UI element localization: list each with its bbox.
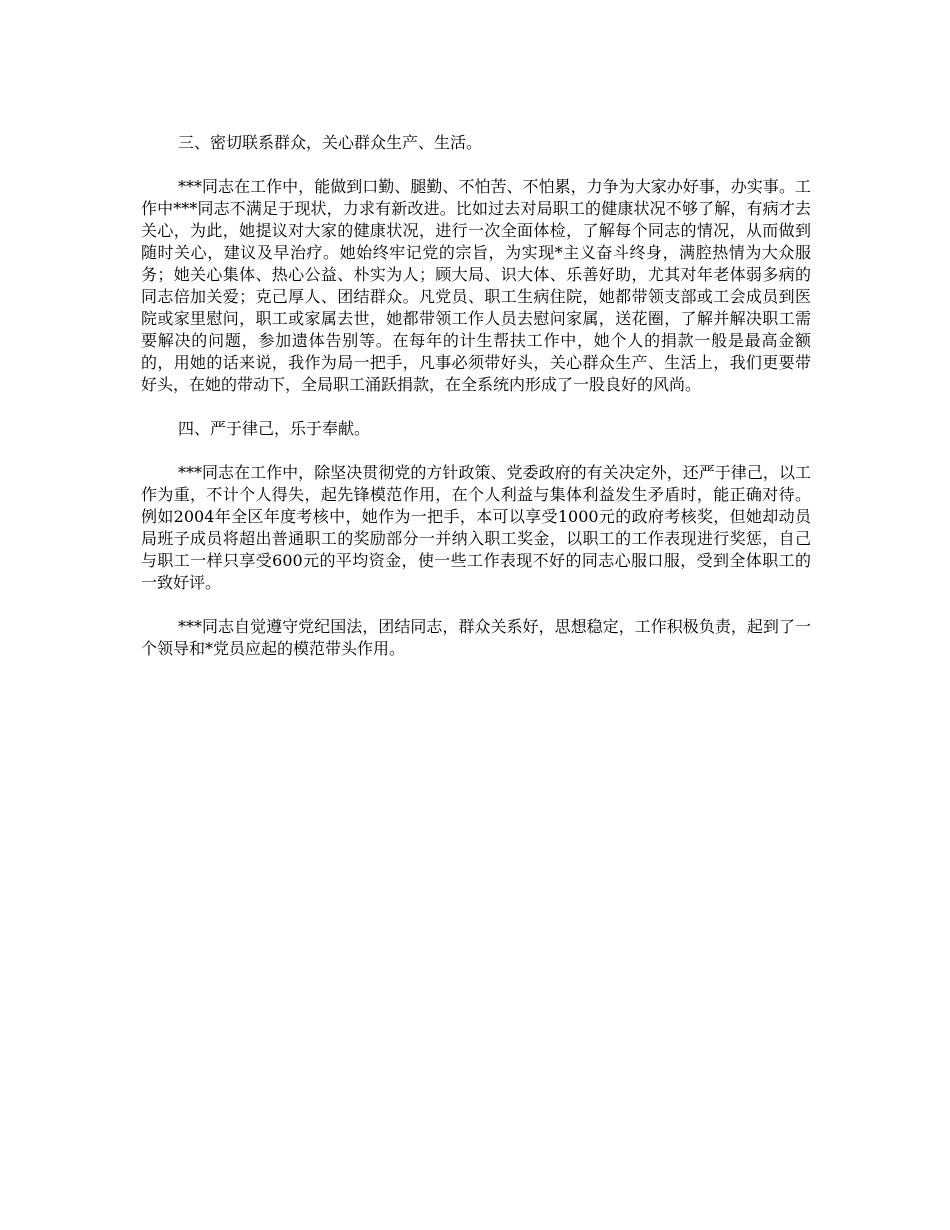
document-page <box>141 132 811 682</box>
paragraph-self-discipline: ***同志在工作中，除坚决贯彻党的方针政策、党委政府的有关决定外，还严于律己，以工作为重，不计个人得失，起先锋模范作用，在个人利益与集体利益发生矛盾时，能正确对待。例如2004年全区年度考核中，她作为一把手，本可以享受1000元的政府考核奖，但她却动员局班子成员将超出普通职工的奖励部分一并纳入职工奖金，以职工的工作表现进行奖惩，自己与职工一样只享受600元的平均资金，使一些工作表现不好的同志心服口服，受到全体职工的一致好评。 <box>141 463 811 592</box>
section-heading-4: 四、严于律己，乐于奉献。 <box>178 419 371 438</box>
section-heading-3: 三、密切联系群众，关心群众生产、生活。 <box>178 133 483 152</box>
paragraph-conclusion: ***同志自觉遵守党纪国法，团结同志，群众关系好，思想稳定，工作积极负责，起到了一个领导和*党员应起的模范带头作用。 <box>141 617 811 658</box>
paragraph-community-care: ***同志在工作中，能做到口勤、腿勤、不怕苦、不怕累，力争为大家办好事，办实事。工作中***同志不满足于现状，力求有新改进。比如过去对局职工的健康状况不够了解，有病才去关心，为此，她提议对大家的健康状况，进行一次全面体检，了解每个同志的情况，从而做到随时关心，建议及早治疗。她始终牢记党的宗旨，为实现*主义奋斗终身，满腔热情为大众服务；她关心集体、热心公益、朴实为人；顾大局、识大体、乐善好助，尤其对年老体弱多病的同志倍加关爱；克己厚人、团结群众。凡党员、职工生病住院，她都带领支部或工会成员到医院或家里慰问，职工或家属去世，她都带领工作人员去慰问家属，送花圈，了解并解决职工需要解决的问题，参加遗体告别等。在每年的计生帮扶工作中，她个人的捐款一般是最高金额的，用她的话来说，我作为局一把手，凡事必须带好头，关心群众生产、生活上，我们更要带好头，在她的带动下，全局职工涌跃捐款，在全系统内形成了一股良好的风尚。 <box>141 177 811 394</box>
